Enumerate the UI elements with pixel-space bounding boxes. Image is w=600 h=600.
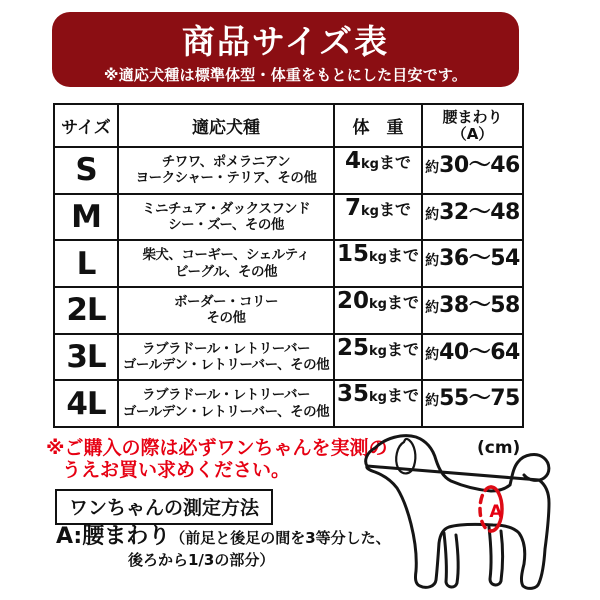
- breed-line1: ボーダー・コリー: [174, 293, 278, 310]
- measure-a-desc1: （前足と後足の間を3等分した、: [170, 529, 391, 547]
- breed-line2: ゴールデン・レトリーバー、その他: [122, 357, 330, 374]
- weight-cell: [333, 148, 421, 193]
- waist-cell: [421, 148, 522, 193]
- col-header-breed: 適応犬種: [117, 105, 333, 146]
- weight-suffix: まで: [378, 199, 411, 219]
- size-cell: S: [75, 152, 97, 189]
- waist-prefix: 約: [425, 393, 440, 410]
- weight-suffix: まで: [386, 339, 419, 359]
- weight-cell: [333, 381, 421, 426]
- purchase-notice-line1: ※ご購入の際は必ずワンちゃんを実測の: [46, 437, 388, 459]
- breed-line2: その他: [206, 310, 246, 327]
- weight-cell: [333, 241, 421, 286]
- purchase-notice-line2: うえお買い求めください。: [62, 459, 291, 481]
- waist-prefix: 約: [425, 346, 440, 363]
- measure-method-box: ワンちゃんの測定方法: [55, 489, 273, 525]
- breed-cell: [117, 195, 333, 240]
- waist-prefix: 約: [425, 160, 440, 176]
- breed-line1: チワワ、ポメラニアン: [161, 153, 291, 170]
- table-row-l: [55, 241, 522, 288]
- breed-line1: ミニチュア・ダックスフンド: [142, 200, 310, 217]
- waist-range: 40～64: [439, 339, 520, 365]
- measure-a-label: A:腰まわり: [56, 524, 171, 549]
- size-cell: M: [71, 199, 101, 235]
- size-cell: 2L: [66, 292, 106, 329]
- waist-range: 55～75: [439, 386, 520, 412]
- breed-line2: ヨークシャー・テリア、その他: [135, 170, 317, 187]
- weight-number: 25: [337, 334, 370, 361]
- weight-suffix: まで: [386, 293, 419, 313]
- weight-unit: kg: [369, 343, 387, 359]
- weight-cell: [333, 288, 421, 333]
- page-title: 商品サイズ表: [181, 22, 390, 61]
- weight-number: 20: [337, 288, 370, 315]
- col-header-size: サイズ: [61, 118, 111, 138]
- breed-cell: [117, 335, 333, 380]
- waist-cell: [421, 241, 522, 286]
- weight-unit: kg: [361, 157, 379, 172]
- header-banner: [52, 12, 519, 87]
- table-row-m: [55, 195, 522, 242]
- weight-number: 4: [345, 148, 362, 174]
- col-header-waist: [421, 105, 522, 146]
- weight-unit: kg: [369, 390, 387, 406]
- dog-far-rear-leg: [489, 527, 503, 585]
- waist-range: 32～48: [439, 199, 520, 225]
- waist-range: 38～58: [439, 293, 520, 319]
- weight-number: 7: [345, 194, 362, 221]
- waist-prefix: 約: [425, 253, 440, 270]
- size-cell: L: [76, 245, 96, 282]
- dog-far-front-leg: [444, 533, 458, 587]
- weight-unit: kg: [369, 250, 387, 266]
- breed-cell: [117, 241, 333, 286]
- col-header-weight: 体 重: [333, 105, 421, 146]
- waist-marker-label: A: [489, 502, 503, 522]
- waist-cell: [421, 335, 522, 380]
- table-row-4l: [55, 381, 522, 426]
- breed-line1: ラブラドール・レトリーバー: [141, 340, 311, 357]
- measure-a-line: [56, 519, 391, 550]
- waist-prefix: 約: [425, 206, 440, 223]
- breed-line1: ラブラドール・レトリーバー: [141, 387, 311, 404]
- col-header-waist-line2: （A）: [451, 124, 494, 143]
- waist-cell: [421, 288, 522, 333]
- dog-outline-svg: [353, 433, 600, 600]
- purchase-notice: [46, 437, 387, 481]
- weight-suffix: まで: [386, 246, 419, 266]
- waist-cell: [421, 381, 522, 426]
- unit-label: (cm): [477, 438, 521, 458]
- waist-prefix: 約: [425, 300, 440, 317]
- breed-cell: [117, 381, 333, 426]
- size-table: [53, 103, 524, 428]
- waist-cell: [421, 195, 522, 240]
- page-subtitle: ※適応犬種は標準体型・体重をもとにした目安です。: [103, 66, 468, 84]
- breed-cell: [117, 288, 333, 333]
- table-row-2l: [55, 288, 522, 335]
- weight-cell: [333, 335, 421, 380]
- weight-suffix: まで: [386, 386, 419, 406]
- measure-a-desc2: 後ろから1/3の部分）: [128, 551, 275, 569]
- waist-range: 30～46: [439, 153, 520, 178]
- breed-line2: ビーグル、その他: [175, 263, 277, 280]
- breed-line1: 柴犬、コーギー、シェルティ: [142, 247, 310, 264]
- breed-cell: [117, 148, 333, 193]
- weight-unit: kg: [369, 297, 387, 313]
- table-row-s: [55, 148, 522, 195]
- table-row-3l: [55, 335, 522, 382]
- breed-line2: ゴールデン・レトリーバー、その他: [122, 403, 330, 420]
- dog-diagram: [353, 433, 600, 600]
- waist-range: 36～54: [439, 246, 520, 272]
- weight-number: 15: [337, 241, 370, 268]
- weight-number: 35: [337, 381, 370, 408]
- weight-unit: kg: [361, 203, 379, 219]
- table-header-row: [55, 105, 522, 148]
- col-header-waist-line1: 腰まわり: [442, 107, 503, 126]
- weight-suffix: まで: [378, 153, 411, 172]
- weight-cell: [333, 195, 421, 240]
- breed-line2: シー・ズー、その他: [168, 217, 284, 233]
- size-cell: 3L: [66, 339, 106, 376]
- size-cell: 4L: [66, 385, 106, 422]
